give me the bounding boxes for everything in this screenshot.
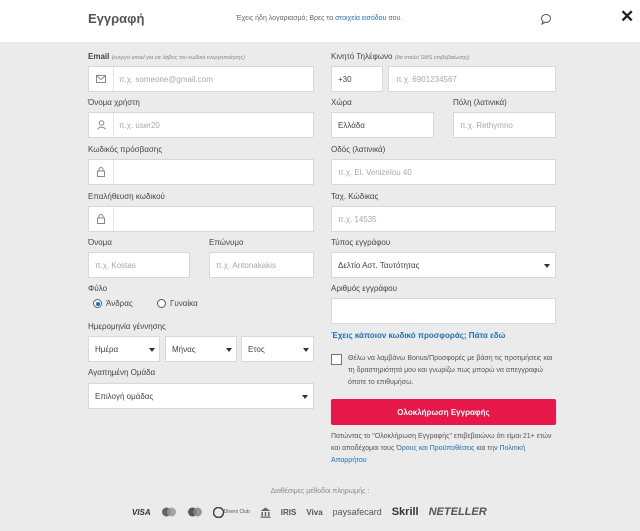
bonus-checkbox[interactable] xyxy=(331,354,342,365)
neteller-logo: NETELLER xyxy=(428,506,487,518)
bank-icon xyxy=(260,507,271,518)
email-placeholder: π.χ. someone@gmail.com xyxy=(119,75,213,84)
country-label: Χώρα xyxy=(331,98,352,107)
username-placeholder: π.χ. user20 xyxy=(119,121,160,130)
promo-code-link[interactable]: Έχεις κάποιον κωδικό προσφοράς; Πάτα εδώ xyxy=(331,331,506,340)
login-note-prefix: Έχεις ήδη λογαριασμό; Βρες τα xyxy=(236,15,334,22)
visa-logo: VISA xyxy=(132,507,151,517)
zip-label: Ταχ. Κώδικας xyxy=(331,192,379,201)
city-field[interactable] xyxy=(453,112,556,138)
birth-day-value: Ημέρα xyxy=(95,345,119,354)
team-select[interactable] xyxy=(88,383,314,409)
doc-number-field[interactable] xyxy=(331,298,556,324)
terms-text: Πατώντας το "Ολοκλήρωση Εγγραφής" επιβεβαιώνω ότι είμαι 21+ ετών και αποδέχομαι τους Όρους και Προϋποθέσεις και την Πολιτική Απορρήτου xyxy=(331,433,552,464)
phone-field[interactable] xyxy=(388,66,556,92)
street-field[interactable] xyxy=(331,159,556,185)
last-name-label: Επώνυμο xyxy=(209,238,244,247)
login-details-link[interactable]: στοιχεία εισόδου xyxy=(335,15,387,22)
country-field[interactable] xyxy=(331,112,434,138)
iris-logo: IRIS xyxy=(280,507,297,517)
viva-logo: Viva xyxy=(306,507,323,517)
password-confirm-field[interactable] xyxy=(88,206,314,232)
doc-type-label: Τύπος εγγράφου xyxy=(331,238,391,247)
gender-female-radio[interactable] xyxy=(157,299,198,308)
payments-title: Διαθέσιμες μέθοδοι πληρωμής : xyxy=(270,488,370,495)
first-name-placeholder: π.χ. Kostas xyxy=(95,261,136,270)
page-title: Εγγραφή xyxy=(88,11,145,26)
chevron-down-icon xyxy=(302,395,308,399)
birth-month-select[interactable] xyxy=(165,336,237,362)
login-note xyxy=(236,15,402,22)
diners-club-logo: Diners Club xyxy=(213,507,250,518)
first-name-field[interactable] xyxy=(88,252,190,278)
street-label: Οδός (λατινικά) xyxy=(331,145,386,154)
last-name-field[interactable] xyxy=(209,252,314,278)
gender-label: Φύλο xyxy=(88,284,108,293)
terms-link[interactable]: Όρους και Προϋποθέσεις xyxy=(396,445,475,452)
city-label: Πόλη (λατινικά) xyxy=(453,98,507,107)
login-note-suffix: σου. xyxy=(388,15,403,22)
street-placeholder: π.χ. El. Venizelou 40 xyxy=(338,168,412,177)
team-label: Αγαπημένη Ομάδα xyxy=(88,368,156,377)
maestro-logo xyxy=(187,507,203,517)
zip-field[interactable] xyxy=(331,206,556,232)
team-value: Επιλογή ομάδας xyxy=(95,392,154,401)
birth-day-select[interactable] xyxy=(88,336,160,362)
chat-bubble-icon[interactable] xyxy=(540,13,552,25)
gender-male-radio[interactable] xyxy=(93,299,133,308)
radio-selected-icon xyxy=(93,299,102,308)
close-icon[interactable]: ✕ xyxy=(620,7,635,26)
user-icon xyxy=(89,113,114,137)
birthdate-label: Ημερομηνία γέννησης xyxy=(88,322,166,331)
doc-number-label: Αριθμός εγγράφου xyxy=(331,284,398,293)
birth-year-select[interactable] xyxy=(241,336,314,362)
header xyxy=(0,0,640,42)
password-field[interactable] xyxy=(88,159,314,185)
first-name-label: Όνομα xyxy=(88,238,112,247)
password-confirm-label: Επαλήθευση κωδικού xyxy=(88,192,165,201)
skrill-logo: Skrill xyxy=(391,506,419,518)
lock-icon xyxy=(89,207,114,231)
privacy-link[interactable]: Πολιτική Απορρήτου xyxy=(331,445,526,464)
birth-year-value: Ετος xyxy=(248,345,265,354)
doc-type-select[interactable] xyxy=(331,252,556,278)
envelope-icon xyxy=(89,67,114,91)
city-placeholder: π.χ. Rethymno xyxy=(460,121,513,130)
doc-type-value: Δελτίο Αστ. Ταυτότητας xyxy=(338,261,420,270)
last-name-placeholder: π.χ. Antonakakis xyxy=(216,261,276,270)
chevron-down-icon xyxy=(544,264,550,268)
mastercard-logo xyxy=(161,507,177,517)
lock-icon xyxy=(89,160,114,184)
gender-female-label: Γυναίκα xyxy=(170,299,198,308)
payment-methods xyxy=(132,505,487,519)
zip-placeholder: π.χ. 14535 xyxy=(338,215,377,224)
email-field[interactable] xyxy=(88,66,314,92)
chevron-down-icon xyxy=(303,348,309,352)
phone-code-value: +30 xyxy=(338,75,352,84)
paysafecard-logo: paysafecard xyxy=(332,507,382,517)
birth-month-value: Μήνας xyxy=(172,345,196,354)
radio-empty-icon xyxy=(157,299,166,308)
email-label: Email (ενεργό email για να λάβεις τον κωδικό ενεργοποίησης) xyxy=(88,52,246,61)
bonus-checkbox-label: Θέλω να λαμβάνω Bonus/Προσφορές με βάση τις προτιμήσεις και τη δραστηριότητά μου και γνωρίζω πως μπορώ να απεγγραφώ όποτε το επιθυμήσω. xyxy=(348,355,553,386)
phone-code-field[interactable] xyxy=(331,66,383,92)
gender-male-label: Άνδρας xyxy=(106,299,133,308)
country-value: Ελλάδα xyxy=(338,121,365,130)
chevron-down-icon xyxy=(149,348,155,352)
username-label: Όνομα χρήστη xyxy=(88,98,140,107)
username-field[interactable] xyxy=(88,112,314,138)
chevron-down-icon xyxy=(226,348,232,352)
submit-button[interactable]: Ολοκλήρωση Εγγραφής xyxy=(331,399,556,425)
password-label: Κωδικός πρόσβασης xyxy=(88,145,163,154)
phone-placeholder: π.χ. 6901234567 xyxy=(396,75,457,84)
phone-label: Κινητό Τηλέφωνο (θα σταλεί SMS επιβεβαίωσης) xyxy=(331,52,470,61)
